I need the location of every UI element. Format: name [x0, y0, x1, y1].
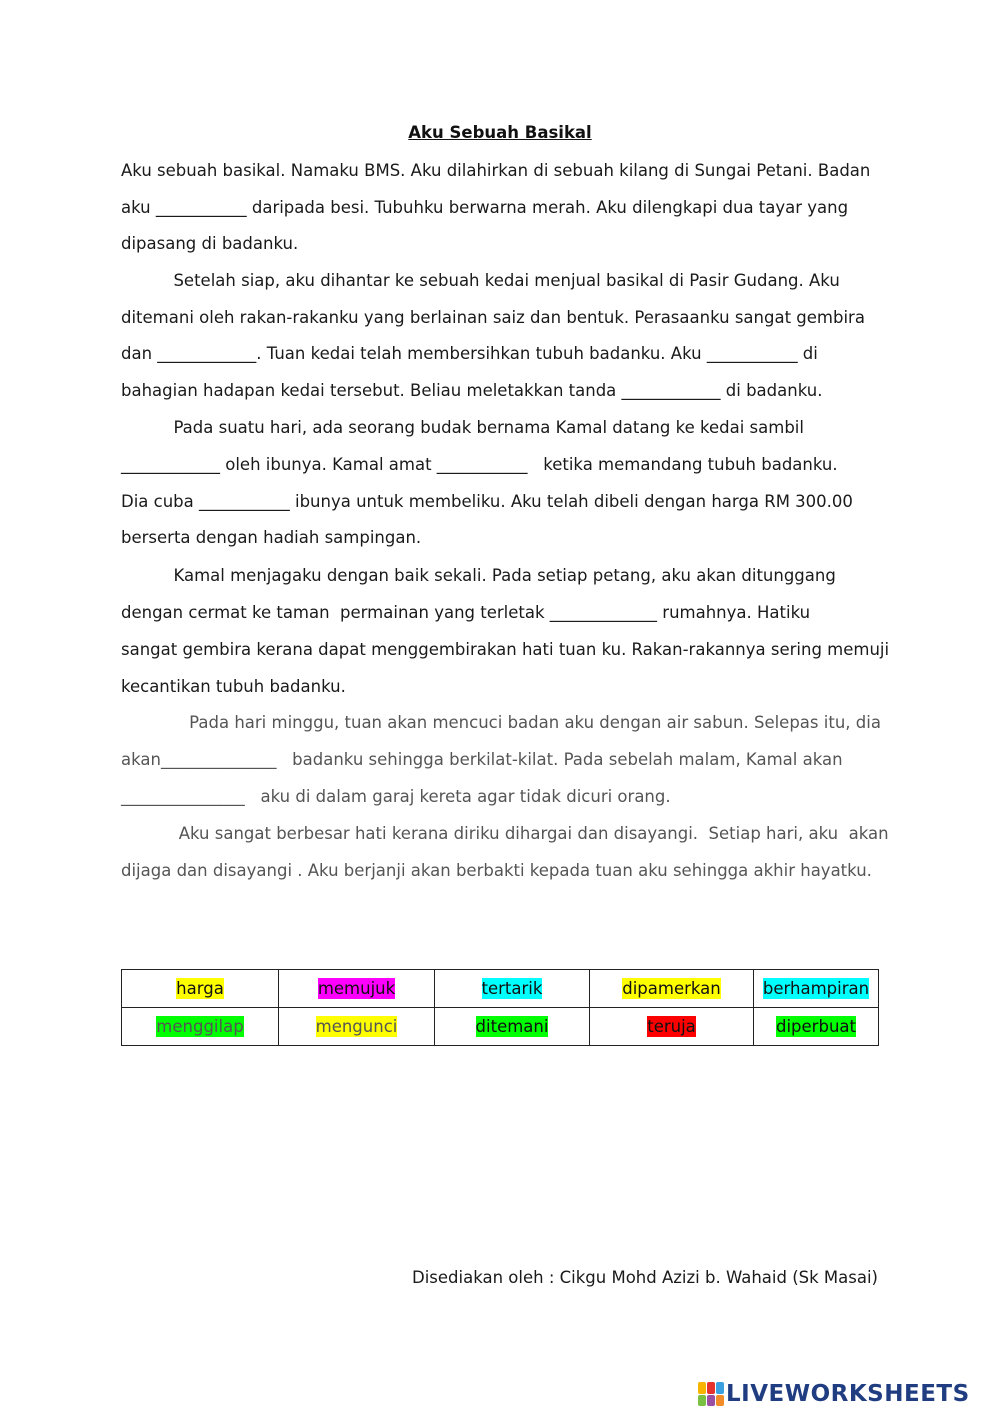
- word-bank-cell: [122, 1008, 279, 1046]
- passage-line: Dia cuba ___________ ibunya untuk membeliku. Aku telah dibeli dengan harga RM 300.00: [121, 492, 853, 511]
- word-bank-word: teruja: [647, 1017, 696, 1036]
- passage-line: bahagian hadapan kedai tersebut. Beliau meletakkan tanda ____________ di badanku.: [121, 381, 823, 400]
- passage-line: sangat gembira kerana dapat menggembirakan hati tuan ku. Rakan-rakannya sering memuji: [121, 640, 890, 659]
- word-bank-word: dipamerkan: [622, 979, 721, 998]
- word-bank-row: [122, 970, 879, 1008]
- word-bank-word: harga: [176, 979, 224, 998]
- passage-line: Setelah siap, aku dihantar ke sebuah kedai menjual basikal di Pasir Gudang. Aku: [121, 271, 840, 290]
- passage-line: Pada hari minggu, tuan akan mencuci badan aku dengan air sabun. Selepas itu, dia: [121, 713, 881, 732]
- passage-line: _______________ aku di dalam garaj kereta agar tidak dicuri orang.: [121, 787, 671, 806]
- word-bank-row: [122, 1008, 879, 1046]
- passage-line: ____________ oleh ibunya. Kamal amat ___________ ketika memandang tubuh badanku.: [121, 455, 838, 474]
- word-bank-cell: [754, 1008, 879, 1046]
- word-bank-cell: [590, 1008, 754, 1046]
- passage-line: Kamal menjagaku dengan baik sekali. Pada setiap petang, aku akan ditunggang: [121, 566, 836, 585]
- worksheet-title: Aku Sebuah Basikal: [408, 123, 592, 142]
- word-bank-word: berhampiran: [762, 979, 870, 998]
- word-bank-cell: [754, 970, 879, 1008]
- brand-watermark: [698, 1379, 970, 1409]
- passage-line: dipasang di badanku.: [121, 234, 299, 253]
- passage-line: dengan cermat ke taman permainan yang terletak _____________ rumahnya. Hatiku: [121, 603, 811, 622]
- word-bank-word: ditemani: [475, 1017, 549, 1036]
- word-bank-word: diperbuat: [776, 1017, 856, 1036]
- word-bank-word: tertarik: [481, 979, 543, 998]
- brand-name: LIVEWORKSHEETS: [726, 1381, 970, 1407]
- passage-line: kecantikan tubuh badanku.: [121, 677, 346, 696]
- passage-line: Aku sebuah basikal. Namaku BMS. Aku dilahirkan di sebuah kilang di Sungai Petani. Badan: [121, 161, 871, 180]
- passage-line: berserta dengan hadiah sampingan.: [121, 528, 422, 547]
- word-bank-word: menggilap: [156, 1017, 244, 1036]
- word-bank-cell: [279, 970, 435, 1008]
- word-bank-cell: [590, 970, 754, 1008]
- passage-line: Pada suatu hari, ada seorang budak bernama Kamal datang ke kedai sambil: [121, 418, 804, 437]
- word-bank-cell: [122, 970, 279, 1008]
- passage-line: aku ___________ daripada besi. Tubuhku berwarna merah. Aku dilengkapi dua tayar yang: [121, 198, 849, 217]
- word-bank-cell: [435, 970, 590, 1008]
- word-bank-word: memujuk: [317, 979, 396, 998]
- passage-line: akan______________ badanku sehingga berkilat-kilat. Pada sebelah malam, Kamal akan: [121, 750, 843, 769]
- passage-line: dijaga dan disayangi . Aku berjanji akan berbakti kepada tuan aku sehingga akhir hayatku.: [121, 861, 872, 880]
- word-bank-table: [121, 969, 879, 1046]
- word-bank-cell: [435, 1008, 590, 1046]
- passage-line: Aku sangat berbesar hati kerana diriku dihargai dan disayangi. Setiap hari, aku akan: [121, 824, 889, 843]
- passage-line: ditemani oleh rakan-rakanku yang berlainan saiz dan bentuk. Perasaanku sangat gembira: [121, 308, 865, 327]
- word-bank-cell: [279, 1008, 435, 1046]
- liveworksheets-logo-icon: [698, 1382, 724, 1406]
- word-bank-word: mengunci: [315, 1017, 398, 1036]
- passage-line: dan ____________. Tuan kedai telah membersihkan tubuh badanku. Aku ___________ di: [121, 344, 818, 363]
- author-credit: Disediakan oleh : Cikgu Mohd Azizi b. Wahaid (Sk Masai): [412, 1268, 878, 1287]
